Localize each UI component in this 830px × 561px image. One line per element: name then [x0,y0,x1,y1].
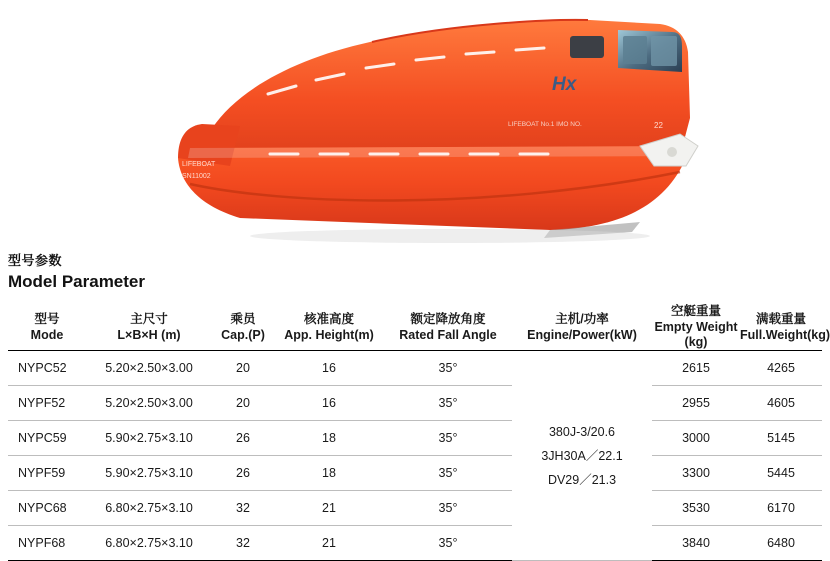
hull-mark-imo: LIFEBOAT No.1 IMO NO. [508,121,582,128]
cell-engine-power [512,351,652,561]
cell-full-weight: 6170 [740,491,822,526]
hull-mark-serial: SN11002 [182,173,211,180]
engine-line-3: DV29／21.3 [547,472,617,487]
cell-dimensions: 6.80×2.75×3.10 [86,491,212,526]
cell-rated-fall-angle: 35° [384,421,512,456]
cell-empty-weight: 3530 [652,491,740,526]
col-header-full-weight: 满载重量 Full.Weight(kg) [740,304,822,351]
cell-empty-weight: 3840 [652,526,740,561]
cell-capacity: 32 [212,526,274,561]
hull-mark-lifeboat: LIFEBOAT [182,161,216,168]
cell-rated-fall-angle: 35° [384,491,512,526]
engine-line-1: 380J-3/20.6 [548,424,616,439]
cell-approved-height: 18 [274,421,384,456]
col-header-dimensions: 主尺寸 L×B×H (m) [86,304,212,351]
col-header-engine-power: 主机/功率 Engine/Power(kW) [512,304,652,351]
cell-full-weight: 5445 [740,456,822,491]
cell-rated-fall-angle: 35° [384,351,512,386]
cell-full-weight: 4605 [740,386,822,421]
cell-empty-weight: 3000 [652,421,740,456]
hook-pivot [667,147,677,157]
cell-approved-height: 21 [274,526,384,561]
cell-model: NYPC59 [8,421,86,456]
brand-logo: Hx [552,74,577,95]
spec-table-area [8,304,830,561]
boat-hull [178,146,688,230]
cell-rated-fall-angle: 35° [384,456,512,491]
table-row [8,491,822,526]
table-header-row [8,304,822,351]
stern-hatch [570,36,604,58]
boat-canopy [200,20,690,156]
table-row [8,526,822,561]
cell-capacity: 20 [212,351,274,386]
engine-line-2: 3JH30A／22.1 [541,448,623,463]
col-header-model: 型号 Mode [8,304,86,351]
cell-rated-fall-angle: 35° [384,526,512,561]
hull-mark-number: 22 [654,121,663,130]
cell-approved-height: 18 [274,456,384,491]
table-row [8,456,822,491]
section-headings [8,252,408,293]
cabin-window-pane-left [623,36,647,64]
cell-capacity: 32 [212,491,274,526]
section-title-cn: 型号参数 [8,253,63,268]
col-header-capacity: 乘员 Cap.(P) [212,304,274,351]
ground-shadow [250,229,650,243]
cell-full-weight: 6480 [740,526,822,561]
cell-model: NYPF68 [8,526,86,561]
cell-capacity: 26 [212,456,274,491]
cabin-window-pane-right [651,36,677,66]
cell-approved-height: 16 [274,386,384,421]
cell-model: NYPC68 [8,491,86,526]
cell-rated-fall-angle: 35° [384,386,512,421]
cell-dimensions: 5.20×2.50×3.00 [86,386,212,421]
table-head [8,304,830,351]
cell-full-weight: 5145 [740,421,822,456]
product-image-area [0,0,830,250]
deck-highlight [188,146,686,158]
cell-model: NYPF59 [8,456,86,491]
cell-capacity: 20 [212,386,274,421]
table-body [8,351,822,561]
cell-model: NYPF52 [8,386,86,421]
col-header-approved-height: 核准高度 App. Height(m) [274,304,384,351]
table-row [8,421,822,456]
model-parameter-table [8,304,830,561]
cell-empty-weight: 2955 [652,386,740,421]
section-title-en: Model Parameter [8,272,145,291]
col-header-empty-weight: 空艇重量 Empty Weight (kg) [652,304,740,351]
col-header-rated-fall-angle: 额定降放角度 Rated Fall Angle [384,304,512,351]
lifeboat-illustration [120,6,720,246]
cell-capacity: 26 [212,421,274,456]
cell-approved-height: 21 [274,491,384,526]
cell-model: NYPC52 [8,351,86,386]
cell-dimensions: 6.80×2.75×3.10 [86,526,212,561]
cell-empty-weight: 2615 [652,351,740,386]
cell-approved-height: 16 [274,351,384,386]
table-row [8,386,822,421]
cell-empty-weight: 3300 [652,456,740,491]
cell-dimensions: 5.90×2.75×3.10 [86,421,212,456]
table-row [8,351,822,386]
cell-full-weight: 4265 [740,351,822,386]
cell-dimensions: 5.20×2.50×3.00 [86,351,212,386]
cell-dimensions: 5.90×2.75×3.10 [86,456,212,491]
